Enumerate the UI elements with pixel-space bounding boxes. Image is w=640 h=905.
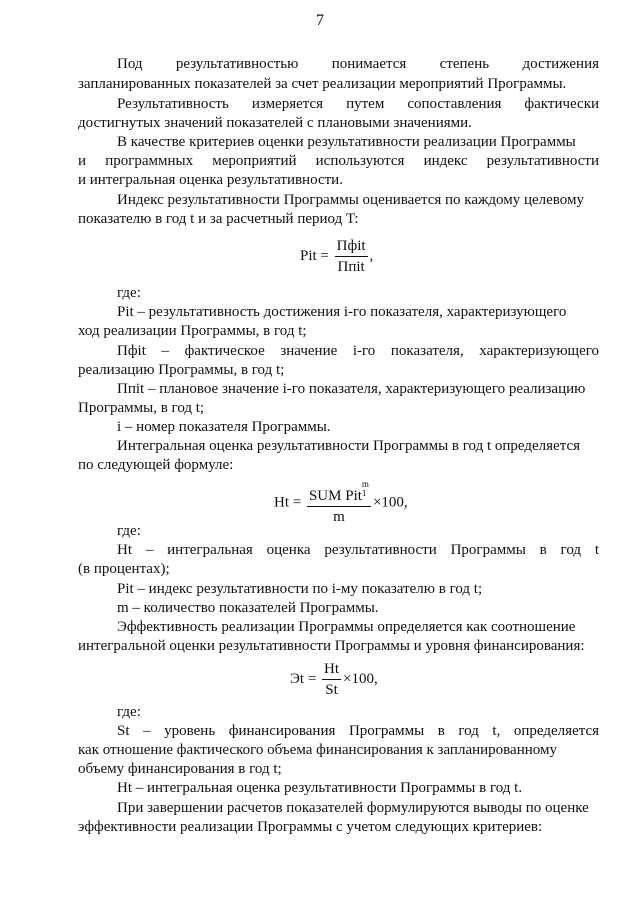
p3-line2: и программных мероприятий используются индекс результативности [78, 153, 600, 169]
fraction: $\frac{Ht}{St}$ [324, 661, 340, 698]
def-st-line2: как отношение фактического объема финансирования к запланированному [78, 742, 557, 758]
fraction: SUM Pit m 1 m [308, 479, 369, 525]
p5-line2: по следующей формуле: [78, 457, 234, 473]
def-pfit-line2: реализацию Программы, в год t; [78, 362, 285, 378]
def-ppit-line2: Программы, в год t; [78, 400, 205, 416]
page-number: 7 [316, 12, 324, 29]
def-st-line3: объему финансирования в год t; [78, 761, 282, 777]
p4-line2: показателю в год t и за расчетный период T: [78, 211, 359, 227]
p4-line1: Индекс результативности Программы оценивается по каждому целевому [117, 192, 584, 208]
p1-line1: Под результативностью понимается степень достижения [117, 56, 599, 72]
p2-line2: достигнутых значений показателей с плановыми значениями. [78, 115, 472, 131]
def-pit-line1: Pit – результативность достижения i-го показателя, характеризующего [117, 304, 567, 320]
where-label-1: где: [117, 285, 141, 301]
def-m: m – количество показателей Программы. [117, 600, 379, 616]
def-i: i – номер показателя Программы. [117, 419, 331, 435]
p2-line1: Результативность измеряется путем сопоставления фактически [117, 96, 600, 112]
p6-line2: интегральной оценки результативности Программы и уровня финансирования: [78, 638, 585, 654]
formula-ht: Ht = SUM Pit m 1 m ×100, [274, 479, 408, 525]
def-ht-short: Ht – интегральная оценка результативности Программы в год t. [117, 780, 523, 796]
p3-line1: В качестве критериев оценки результативности реализации Программы [117, 134, 576, 150]
where-label-2: где: [117, 523, 141, 539]
def-ht-line1: Ht – интегральная оценка результативности Программы в год t [117, 542, 600, 558]
p5-line1: Интегральная оценка результативности Программы в год t определяется [117, 438, 581, 454]
where-label-3: где: [117, 704, 141, 720]
def-ppit-line1: Ппit – плановое значение i-го показателя, характеризующего реализацию [117, 381, 586, 397]
formula-et: Эt = $\frac{Ht}{St}$ ×100, [290, 661, 378, 698]
def-pfit-line1: Пфit – фактическое значение i-го показателя, характеризующего [117, 343, 600, 359]
p6-line1: Эффективность реализации Программы определяется как соотношение [117, 619, 576, 635]
p7-line1: При завершении расчетов показателей формулируются выводы по оценке [117, 800, 589, 816]
p1-line2: запланированных показателей за счет реализации мероприятий Программы. [78, 76, 567, 92]
p7-line2: эффективности реализации Программы с учетом следующих критериев: [78, 819, 543, 835]
def-pit-index: Pit – индекс результативности по i-му показателю в год t; [117, 581, 483, 597]
fraction: $\frac{\text{Пфit}}{\text{Ппit}}$ [336, 238, 366, 275]
def-pit-line2: ход реализации Программы, в год t; [78, 323, 307, 339]
def-st-line1: St – уровень финансирования Программы в год t, определяется [117, 723, 600, 739]
def-ht-line2: (в процентах); [78, 561, 170, 577]
p3-line3: и интегральная оценка результативности. [78, 172, 343, 188]
formula-pit: Pit = $\frac{\text{Пфit}}{\text{Ппit}}$ , [300, 238, 374, 275]
